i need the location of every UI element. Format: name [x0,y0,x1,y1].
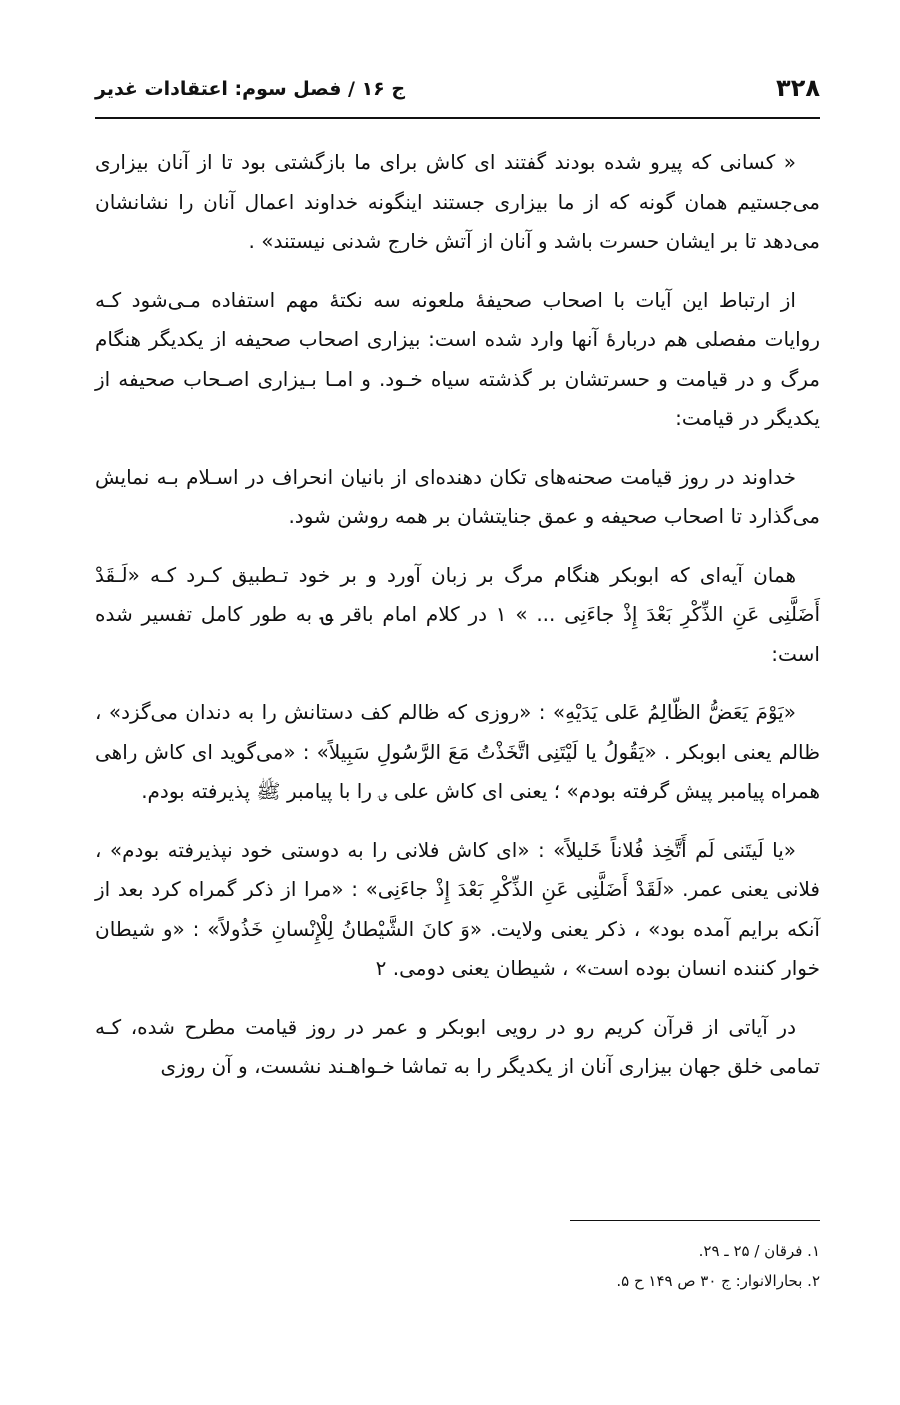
paragraph-1: « کسانی که پیرو شده بودند گفتند ای کاش برای ما بازگشتی بود تا از آنان بیزاری می‌جستیم همان گونه که از ما بیزاری جستند اینگونه خداوند اعمال آنان را نشانشان می‌دهد تا بر ایشان حسرت باشد و آنان از آتش خارج شدنی نیستند» . [95,150,820,253]
paragraph-2: از ارتباط این آیات با اصحاب صحیفهٔ ملعونه سه نکتهٔ مهم استفاده مـی‌شود کـه روایات مفصلی هم دربارهٔ آنها وارد شده است: بیزاری اصحاب صحیفه از یکدیگر هنگام مرگ و در قیامت و حسرتشان بر گذشته سیاه خـود. و امـا بـیزاری اصـحاب صحیفه از یکدیگر در قیامت: [95,287,820,430]
footnote-2: ۲. بحارالانوار: ج ۳۰ ص ۱۴۹ ح ۵. [616,1272,820,1290]
page-header [95,72,820,114]
body-text [95,143,820,1106]
paragraph-5: «یَوْمَ یَعَضُّ الظّالِمُ عَلی یَدَیْهِ» : «روزی که ظالم کف دستانش را به دندان می‌گزد» ، ظالم یعنی ابوبکر . «یَقُولُ یا لَیْتَنِی اتَّخَذْتُ مَعَ الرَّسُولِ سَبِیلاً» : «می‌گوید ای کاش راهی همراه پیامبر پیش گرفته بودم» ؛ یعنی ای کاش علی ؈ را با پیامبر ﷺ پذیرفته بودم. [95,700,820,803]
page-number: ۳۲۸ [776,74,820,102]
paragraph-6: «یا لَیتَنی لَم أَتَّخِذ فُلاناً خَلیلاً» : «ای کاش فلانی را به دوستی خود نپذیرفته بودم» ، فلانی یعنی عمر. «لَقَدْ أَضَلَّنِی عَنِ الذِّکْرِ بَعْدَ إِذْ جاءَنِی» : «مرا از ذکر گمراه کرد بعد از آنکه برایم آمده بود» ، ذکر یعنی ولایت. «وَ کانَ الشَّیْطانُ لِلْإِنْسانِ خَذُولاً» : «و شیطان خوار کننده انسان بوده است» ، شیطان یعنی دومی. ۲ [95,837,820,980]
running-head: ج ۱۶ / فصل سوم: اعتقادات غدیر [95,78,406,100]
paragraph-4: همان آیه‌ای که ابوبکر هنگام مرگ بر زبان آورد و بر خود تـطبیق کـرد کـه «لَـقَدْ أَضَلَّنِی عَنِ الذِّکْرِ بَعْدَ إِذْ جاءَنِی ... » ۱ در کلام امام باقر ؈ به طور کامل تفسیر شده است: [95,562,820,666]
paragraph-3: خداوند در روز قیامت صحنه‌های تکان دهنده‌ای از بانیان انحراف در اسـلام بـه نمایش می‌گذارد تا اصحاب صحیفه و عمق جنایتشان بر همه روشن شود. [95,464,820,528]
footnotes [95,1236,820,1296]
header-rule [95,117,820,119]
footnote-1: ۱. فرقان / ۲۵ ـ ۲۹. [698,1242,820,1260]
paragraph-7: در آیاتی از قرآن کریم رو در رویی ابوبکر و عمر در روز قیامت مطرح شده، کـه تمامی خلق جهان بیزاری آنان از یکدیگر را به تماشا خـواهـند نشست، و آن روزی [95,1014,820,1078]
footnote-rule [570,1220,820,1221]
book-page [95,0,820,1405]
